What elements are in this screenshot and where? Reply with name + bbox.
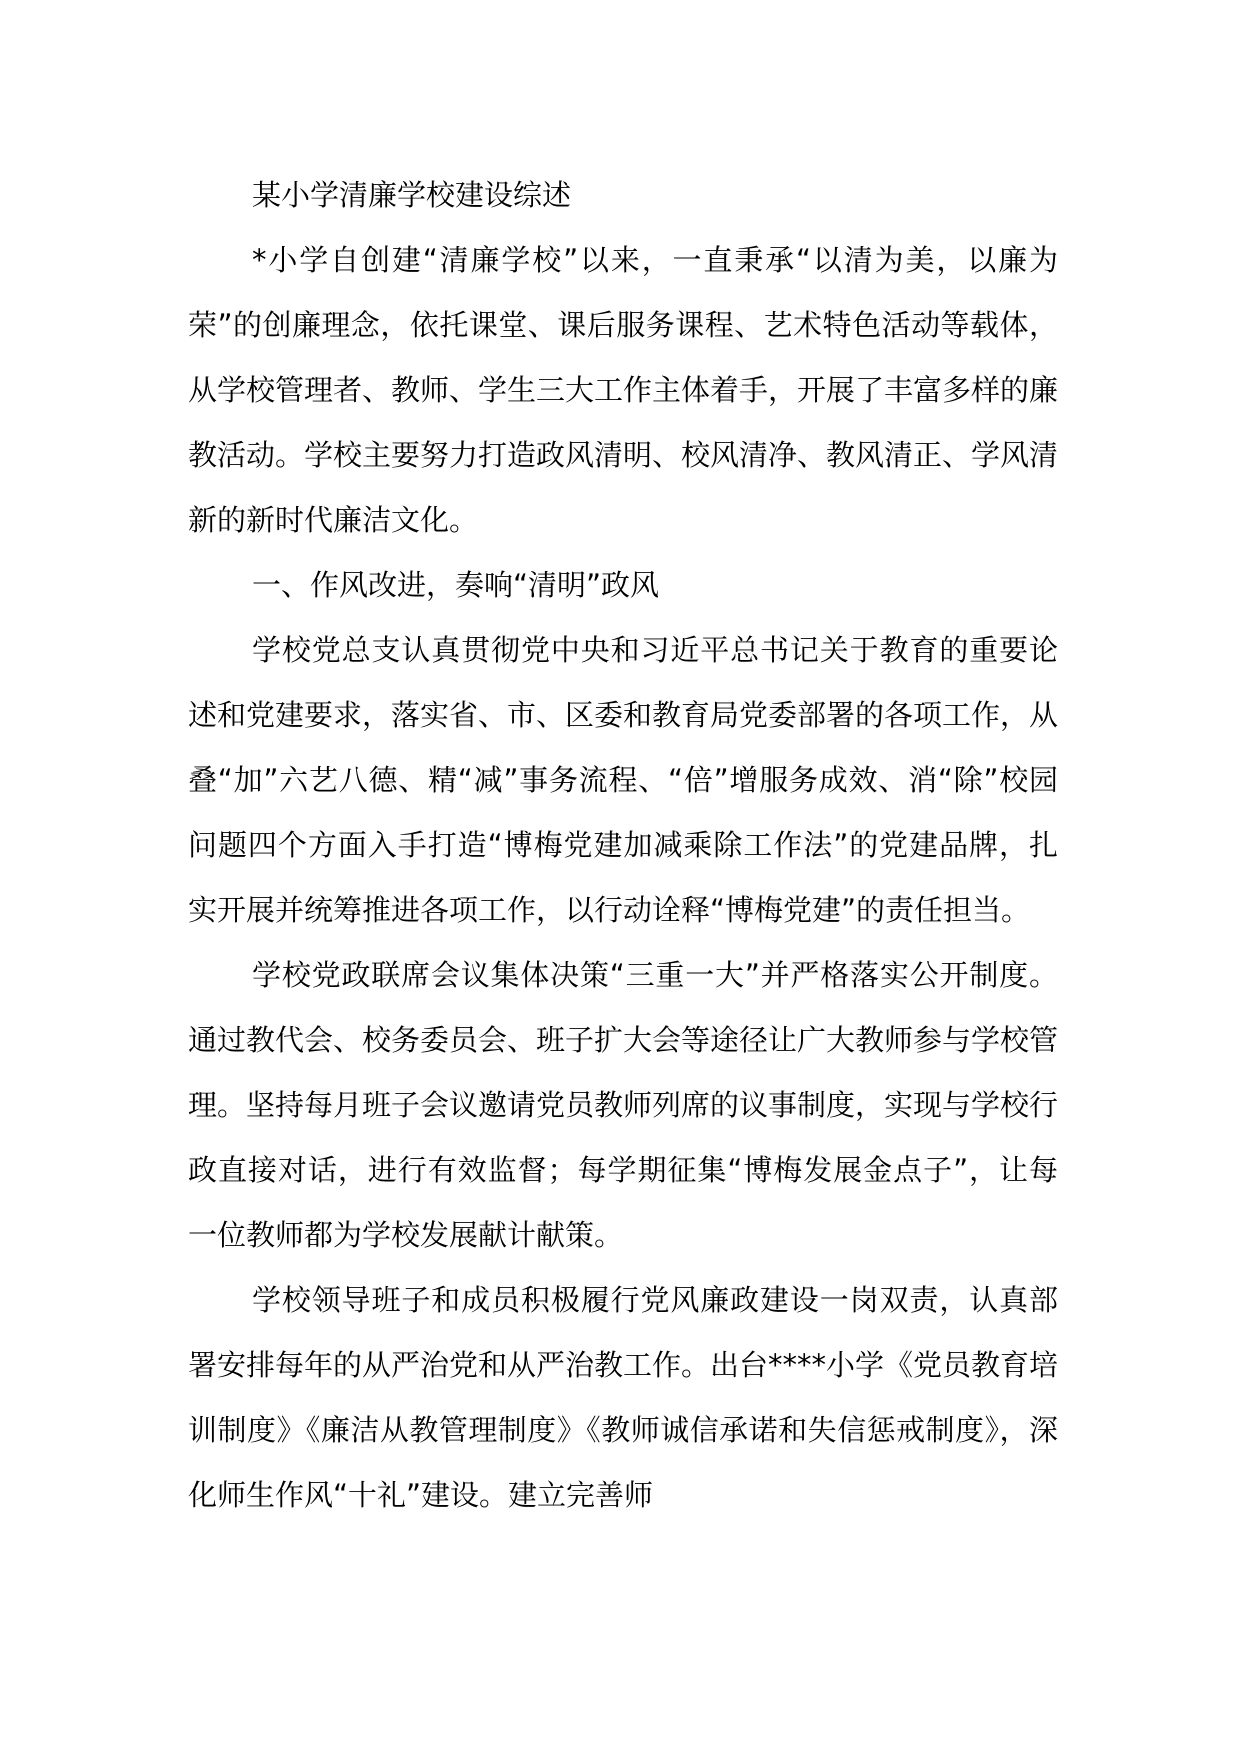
paragraph-leadership: 学校领导班子和成员积极履行党风廉政建设一岗双责，认真部署安排每年的从严治党和从严治教工作。出台****小学《党员教育培训制度》《廉洁从教管理制度》《教师诚信承诺和失信惩戒制度》，深化师生作风“十礼”建设。建立完善师 xyxy=(188,1283,1059,1512)
paragraph-party-branch: 学校党总支认真贯彻党中央和习近平总书记关于教育的重要论述和党建要求，落实省、市、区委和教育局党委部署的各项工作，从叠“加”六艺八德、精“减”事务流程、“倍”增服务成效、消“除”校园问题四个方面入手打造“博梅党建加减乘除工作法”的党建品牌，扎实开展并统筹推进各项工作，以行动诠释“博梅党建”的责任担当。 xyxy=(188,633,1059,927)
section-heading-1: 一、作风改进，奏响“清明”政风 xyxy=(252,568,660,602)
document-body xyxy=(188,163,1058,1528)
paragraph-joint-meeting: 学校党政联席会议集体决策“三重一大”并严格落实公开制度。通过教代会、校务委员会、班子扩大会等途径让广大教师参与学校管理。坚持每月班子会议邀请党员教师列席的议事制度，实现与学校行政直接对话，进行有效监督；每学期征集“博梅发展金点子”，让每一位教师都为学校发展献计献策。 xyxy=(188,958,1059,1252)
document-title: 某小学清廉学校建设综述 xyxy=(252,178,572,212)
paragraph-intro: *小学自创建“清廉学校”以来，一直秉承“以清为美，以廉为荣”的创廉理念，依托课堂、课后服务课程、艺术特色活动等载体，从学校管理者、教师、学生三大工作主体着手，开展了丰富多样的廉教活动。学校主要努力打造政风清明、校风清净、教风清正、学风清新的新时代廉洁文化。 xyxy=(188,243,1059,537)
